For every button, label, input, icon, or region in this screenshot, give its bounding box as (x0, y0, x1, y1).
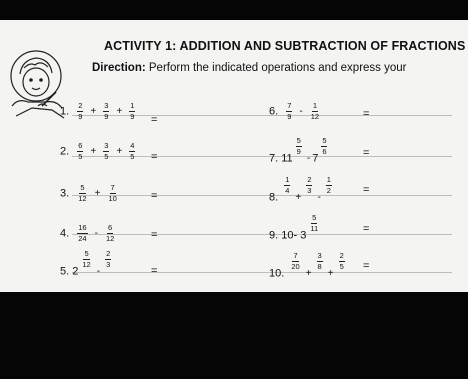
whole-number: 10- (281, 229, 298, 242)
equals-sign: = (363, 223, 370, 235)
problem-number: 3. (60, 187, 70, 200)
problem-3: 3. $\frac{5}{12}$ + $\frac{7}{10}$ (60, 183, 117, 203)
fraction: $\frac{6}{5}$ (78, 141, 83, 161)
equals-sign: = (151, 229, 158, 241)
problem-8: 8. $\frac{1}{4}$ + $\frac{2}{3}$ - $\frac{1}{2}$ (269, 175, 331, 204)
fraction: $\frac{1}{2}$ (326, 175, 331, 195)
problem-number: 7. (269, 152, 279, 165)
fraction: $\frac{3}{9}$ (104, 101, 109, 121)
equals-sign: = (363, 108, 370, 120)
problem-1: 1. $\frac{2}{9}$ + $\frac{3}{9}$ + $\frac{1}{9}$ (60, 101, 135, 121)
problem-5: 5. 2 $\frac{5}{12}$ - $\frac{2}{3}$ (60, 249, 111, 278)
direction-line (92, 62, 407, 74)
divider (72, 272, 452, 273)
direction-text: Perform the indicated operations and express your (148, 62, 407, 74)
equals-sign: = (151, 265, 158, 277)
whole-number: 11 (281, 152, 293, 165)
problem-number: 9. (269, 229, 279, 242)
fraction: $\frac{3}{5}$ (104, 141, 109, 161)
problem-6: 6. $\frac{7}{9}$ - $\frac{1}{12}$ (269, 101, 320, 121)
equals-sign: = (151, 114, 158, 126)
problem-9 (269, 213, 322, 245)
fraction: $\frac{5}{12}$ (78, 183, 87, 203)
equals-sign: = (363, 147, 370, 159)
fraction: $\frac{5}{11}$ (310, 213, 319, 233)
fraction: $\frac{7}{10}$ (108, 183, 117, 203)
fraction: $\frac{16}{24}$ (78, 223, 87, 243)
fraction: $\frac{4}{5}$ (130, 141, 135, 161)
equals-sign: = (151, 151, 158, 163)
problem-10: 10. $\frac{7}{20}$ + $\frac{3}{8}$ + $\frac{2}{5}$ (269, 251, 344, 280)
problem-4: 4. $\frac{16}{24}$ - $\frac{6}{12}$ (60, 223, 115, 243)
fraction: $\frac{1}{4}$ (285, 175, 290, 195)
fraction: $\frac{5}{12}$ (82, 249, 91, 269)
problem-number: 8. (269, 191, 279, 204)
fraction: $\frac{7}{9}$ (287, 101, 292, 121)
problem-7: 7. 11 $\frac{5}{9}$ - 7 $\frac{5}{6}$ (269, 136, 327, 165)
problem-number: 6. (269, 105, 279, 118)
problem-number: 5. (60, 265, 70, 278)
equals-sign: = (151, 190, 158, 202)
problem-number: 2. (60, 145, 70, 158)
activity-title: ACTIVITY 1: ADDITION AND SUBTRACTION OF FRACTIONS (104, 39, 466, 53)
divider (72, 234, 452, 235)
fraction: $\frac{6}{12}$ (105, 223, 115, 243)
fraction: $\frac{3}{8}$ (317, 251, 322, 271)
equals-sign: = (363, 260, 370, 272)
fraction: $\frac{2}{3}$ (106, 249, 111, 269)
whole-number: 7 (312, 152, 319, 165)
equals-sign: = (363, 184, 370, 196)
problem-2: 2. $\frac{6}{5}$ + $\frac{3}{5}$ + $\frac{4}{5}$ (60, 141, 135, 161)
whole-number: 2 (72, 265, 79, 278)
problem-number: 1. (60, 105, 70, 118)
fraction: $\frac{7}{20}$ (291, 251, 300, 271)
fraction: $\frac{2}{5}$ (339, 251, 344, 271)
problem-number: 10. (269, 267, 285, 280)
problem-number: 4. (60, 227, 70, 240)
whole-number: 3 (300, 229, 307, 242)
worksheet (0, 20, 468, 292)
divider (72, 195, 452, 196)
fraction: $\frac{1}{9}$ (130, 101, 135, 121)
fraction: $\frac{5}{6}$ (322, 136, 327, 156)
fraction: $\frac{5}{9}$ (296, 136, 301, 156)
fraction: $\frac{2}{3}$ (307, 175, 312, 195)
direction-label: Direction: (92, 62, 146, 74)
fraction: $\frac{1}{12}$ (310, 101, 320, 121)
fraction: $\frac{2}{9}$ (78, 101, 83, 121)
